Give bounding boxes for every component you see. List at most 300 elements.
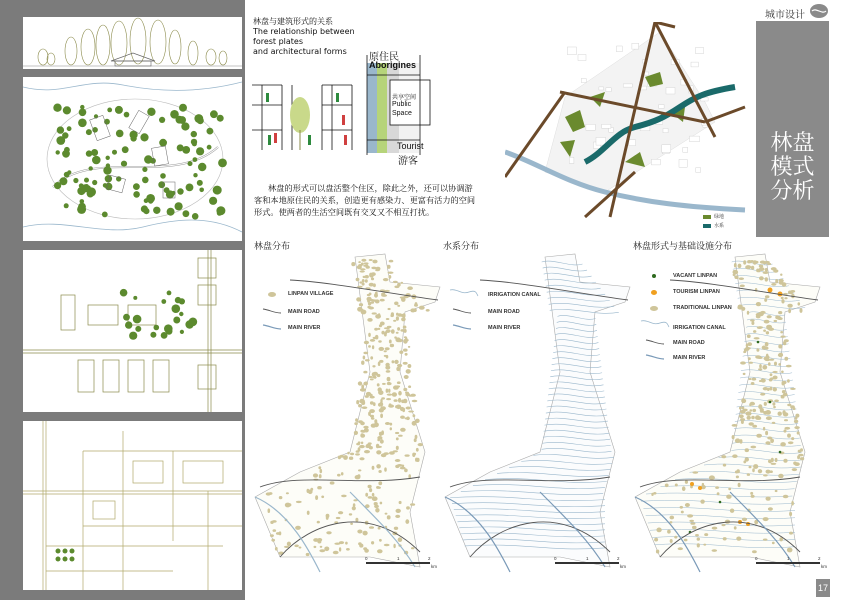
linpan-dot	[737, 469, 740, 473]
linpan-dot	[749, 378, 752, 380]
linpan-dot	[405, 339, 409, 341]
linpan-dot	[381, 430, 384, 435]
linpan-dot	[401, 282, 404, 284]
linpan-dot	[783, 393, 788, 397]
linpan-dot	[408, 346, 410, 348]
linpan-dot	[773, 269, 778, 272]
linpan-dot	[365, 264, 368, 267]
tree-mark	[144, 198, 149, 203]
linpan-dot	[765, 268, 768, 272]
linpan-dot	[426, 309, 430, 312]
tree-mark	[218, 159, 227, 168]
linpan-dot	[370, 356, 373, 359]
aborigines-en: Aborigines	[369, 60, 417, 70]
linpan-dot	[363, 352, 368, 355]
legend-road-swatch-3	[645, 338, 665, 346]
linpan-dot	[396, 316, 399, 321]
tree-mark	[106, 156, 110, 160]
linpan-dot	[371, 267, 376, 270]
linpan-dot	[756, 315, 761, 318]
linpan-dot	[354, 431, 358, 435]
linpan-dot	[270, 534, 274, 537]
linpan-dot	[400, 314, 405, 317]
linpan-dot	[753, 330, 756, 333]
linpan-dot	[746, 344, 749, 348]
linpan-dot	[800, 457, 804, 460]
linpan-dot	[317, 521, 320, 524]
linpan-dot	[381, 397, 385, 399]
linpan-dot	[780, 442, 786, 446]
linpan-dot	[388, 389, 390, 393]
legend-river-swatch	[262, 323, 282, 331]
tree-mark	[89, 166, 93, 170]
linpan-dot	[386, 370, 391, 373]
legend-traditional-swatch	[650, 306, 658, 311]
linpan-dot	[734, 263, 737, 268]
linpan-dot	[778, 353, 783, 357]
linpan-dot	[363, 356, 366, 360]
linpan-dot	[740, 410, 746, 414]
tree-mark	[129, 332, 137, 340]
linpan-dot	[394, 360, 398, 364]
linpan-dot	[749, 466, 752, 469]
linpan-dot	[758, 434, 762, 436]
linpan-dot	[734, 526, 737, 529]
linpan-dot	[373, 372, 378, 376]
tree-mark	[175, 297, 181, 303]
linpan-dot	[372, 299, 377, 301]
tree-mark	[188, 161, 193, 166]
linpan-dot	[769, 378, 773, 381]
linpan-dot	[784, 419, 788, 421]
linpan-dot	[782, 410, 785, 415]
title-block	[756, 21, 829, 237]
linpan-dot	[370, 301, 374, 303]
linpan-dot	[389, 260, 394, 263]
linpan-distribution-map	[250, 252, 445, 582]
tree-mark	[207, 145, 212, 150]
tree-mark	[192, 213, 199, 220]
scale-bar-1	[366, 562, 430, 564]
tree-mark	[189, 318, 198, 327]
tourist-en: Tourist	[397, 141, 424, 151]
linpan-dot	[376, 486, 379, 488]
street-grid-drawing	[23, 421, 242, 590]
tree-mark	[158, 181, 165, 188]
tree-mark	[159, 117, 165, 123]
tree-mark	[123, 314, 130, 321]
site-plan-map	[505, 22, 750, 222]
linpan-dot	[313, 473, 318, 477]
linpan-dot	[750, 319, 755, 321]
linpan-dot	[387, 382, 390, 384]
tree-mark	[84, 184, 89, 189]
linpan-dot	[752, 409, 756, 412]
linpan-dot	[762, 365, 767, 370]
linpan-dot	[656, 528, 661, 533]
tree-mark	[133, 191, 140, 198]
linpan-dot	[377, 439, 380, 441]
linpan-dot	[790, 388, 796, 390]
linpan-dot	[378, 390, 383, 395]
linpan-dot	[797, 431, 800, 434]
tree-mark	[217, 211, 222, 216]
tree-mark	[62, 150, 70, 158]
site-block	[623, 84, 632, 87]
tree-mark	[122, 146, 129, 153]
linpan-dot	[781, 336, 786, 338]
linpan-dot	[384, 350, 387, 352]
linpan-dot	[372, 365, 375, 367]
linpan-dot	[394, 336, 397, 338]
linpan-dot	[315, 495, 318, 500]
linpan-dot	[355, 518, 358, 522]
linpan-dot	[383, 278, 389, 281]
linpan-dot	[356, 278, 360, 281]
linpan-dot	[375, 269, 380, 271]
linpan-dot	[396, 437, 399, 440]
linpan-dot	[795, 414, 799, 418]
linpan-dot	[360, 270, 365, 272]
tree-mark	[183, 210, 190, 217]
linpan-dot	[372, 466, 375, 470]
site-block	[629, 140, 636, 146]
linpan-dot	[379, 347, 385, 351]
linpan-dot	[732, 435, 735, 439]
linpan-dot	[336, 517, 341, 519]
linpan-dot	[365, 445, 370, 448]
linpan-dot	[412, 421, 417, 426]
linpan-dot	[406, 407, 411, 410]
linpan-dot	[703, 544, 706, 546]
linpan-dot	[379, 408, 384, 412]
linpan-dot	[391, 314, 394, 317]
tree-mark	[107, 108, 112, 113]
linpan-dot	[359, 281, 362, 283]
linpan-dot	[792, 468, 797, 471]
linpan-dot	[368, 307, 374, 310]
tree-mark	[142, 167, 147, 172]
linpan-dot	[751, 382, 755, 385]
linpan-dot	[387, 265, 391, 269]
linpan-dot	[379, 324, 382, 327]
linpan-dot	[388, 404, 394, 407]
tree-mark	[87, 187, 96, 196]
linpan-dot	[377, 446, 382, 448]
linpan-dot	[404, 469, 408, 473]
linpan-dot	[369, 293, 372, 296]
linpan-dot	[359, 399, 365, 404]
linpan-dot	[783, 459, 787, 463]
linpan-dot	[389, 340, 392, 344]
linpan-dot	[654, 538, 658, 542]
linpan-dot	[385, 513, 388, 515]
description-paragraph: 林盘的形式可以盘活整个住区，除此之外，还可以协调游客和本地原住民的关系，创造更有感染力、更富有活力的空间形式。使两者的生活空间既有交叉又不相互打扰。	[254, 183, 476, 217]
linpan-dot	[687, 514, 693, 517]
linpan-dot	[364, 262, 369, 264]
scale3-t1: 1	[787, 556, 790, 561]
linpan-dot	[287, 542, 291, 547]
linpan-dot	[667, 530, 671, 534]
linpan-dot	[746, 347, 751, 349]
legend-road-swatch-2	[452, 307, 472, 315]
linpan-dot	[771, 458, 774, 462]
linpan-dot	[355, 475, 361, 479]
scale-bar-2	[555, 562, 619, 564]
map3-legend-river: MAIN RIVER	[673, 355, 706, 361]
linpan-dot	[746, 411, 752, 415]
linpan-dot	[674, 536, 677, 539]
linpan-dot	[359, 457, 364, 460]
linpan-dot	[411, 547, 414, 549]
linpan-dot	[774, 320, 778, 322]
linpan-dot	[403, 388, 407, 391]
tree-mark	[180, 330, 184, 334]
linpan-dot	[319, 474, 322, 478]
linpan-dot	[413, 453, 416, 455]
linpan-dot	[358, 469, 361, 471]
linpan-dot	[712, 527, 718, 530]
linpan-dot	[763, 517, 769, 521]
linpan-dot	[670, 539, 673, 543]
linpan-dot	[386, 389, 389, 393]
linpan-dot	[765, 347, 768, 350]
linpan-dot	[415, 302, 418, 306]
linpan-dot	[408, 385, 411, 388]
linpan-dot	[685, 480, 688, 484]
linpan-dot	[766, 470, 771, 474]
linpan-dot	[361, 442, 363, 445]
linpan-dot	[728, 488, 731, 491]
linpan-dot	[800, 448, 803, 452]
linpan-dot	[743, 373, 746, 375]
linpan-dot	[406, 417, 409, 421]
linpan-dot	[760, 393, 765, 396]
linpan-dot	[670, 516, 675, 520]
tree-mark	[121, 161, 127, 167]
page-number: 17	[816, 579, 830, 597]
linpan-dot	[416, 458, 419, 462]
linpan-dot	[758, 469, 762, 473]
side-title-line2: 模式	[770, 155, 815, 180]
linpan-dot	[370, 415, 374, 418]
tree-mark	[150, 332, 156, 338]
linpan-dot	[800, 308, 803, 313]
linpan-dot	[369, 376, 373, 378]
linpan-dot	[363, 531, 368, 536]
linpan-dot	[380, 439, 384, 443]
linpan-dot	[726, 495, 731, 499]
linpan-dot	[700, 500, 704, 504]
linpan-dot	[266, 492, 271, 495]
linpan-dot	[778, 474, 783, 479]
linpan-dot	[361, 385, 364, 390]
linpan-dot	[723, 537, 727, 540]
linpan-dot	[359, 303, 363, 306]
linpan-dot	[377, 383, 380, 386]
tree-mark	[130, 135, 136, 141]
tree-mark	[120, 289, 128, 297]
linpan-dot	[378, 527, 381, 530]
linpan-dot	[763, 271, 769, 274]
linpan-dot	[415, 435, 418, 439]
linpan-dot	[778, 344, 782, 348]
site-block	[606, 88, 611, 92]
linpan-dot	[337, 474, 341, 477]
tree-mark	[144, 155, 152, 163]
tourist-cn: 游客	[398, 156, 418, 167]
site-block	[578, 55, 586, 61]
linpan-dot	[355, 418, 358, 422]
linpan-dot	[389, 275, 392, 279]
linpan-dot	[784, 297, 787, 299]
linpan-dot	[730, 509, 734, 513]
map2-title: 水系分布	[443, 242, 480, 252]
tree-mark	[217, 115, 224, 122]
linpan-dot	[782, 282, 787, 287]
site-block	[691, 62, 698, 67]
tree-mark	[142, 177, 149, 184]
linpan-dot	[317, 486, 322, 489]
tree-mark	[210, 110, 218, 118]
linpan-dot	[386, 329, 391, 333]
linpan-dot	[399, 351, 403, 354]
linpan-dot	[396, 332, 399, 334]
linpan-dot	[360, 430, 364, 433]
linpan-dot	[748, 362, 753, 364]
linpan-dot	[380, 502, 383, 505]
linpan-dot	[764, 298, 767, 302]
linpan-dot	[380, 414, 383, 419]
linpan-dot	[367, 300, 370, 303]
linpan-dot	[680, 506, 683, 509]
tree-mark	[173, 317, 180, 324]
linpan-dot	[371, 417, 375, 420]
linpan-dot	[387, 377, 391, 381]
tree-mark	[181, 122, 189, 130]
linpan-dot	[361, 259, 366, 262]
linpan-dot	[372, 260, 377, 264]
linpan-dot	[682, 486, 686, 491]
linpan-dot	[396, 509, 401, 513]
map2-legend-canal: IRRIGATION CANAL	[488, 292, 541, 298]
linpan-dot	[405, 454, 410, 456]
linpan-dot	[771, 463, 777, 465]
linpan-dot	[394, 527, 398, 530]
tree-mark	[193, 157, 198, 162]
linpan-dot	[739, 414, 744, 418]
tree-mark	[79, 109, 87, 117]
linpan-dot	[760, 408, 764, 412]
tree-mark	[116, 130, 124, 138]
linpan-dot	[794, 426, 799, 429]
linpan-dot	[362, 406, 368, 409]
linpan-dot	[751, 495, 755, 498]
linpan-dot	[765, 355, 769, 359]
scale3-unit: km	[821, 564, 827, 569]
linpan-dot	[370, 339, 375, 342]
tree-mark	[198, 163, 206, 171]
linpan-dot	[392, 392, 397, 397]
tree-mark	[112, 150, 117, 155]
tree-mark	[148, 198, 153, 203]
tree-mark	[153, 207, 160, 214]
site-block	[651, 159, 660, 165]
site-block	[696, 47, 704, 53]
tree-mark	[164, 187, 170, 193]
linpan-dot	[787, 434, 791, 438]
linpan-dot	[692, 471, 698, 474]
linpan-dot	[406, 506, 410, 509]
linpan-dot	[405, 392, 409, 394]
linpan-dot	[750, 446, 756, 449]
linpan-dot	[294, 545, 298, 548]
linpan-dot	[368, 345, 371, 348]
linpan-dot	[358, 264, 362, 267]
linpan-dot	[374, 505, 379, 509]
linpan-dot	[378, 340, 382, 342]
relationship-title	[253, 17, 355, 57]
linpan-dot	[349, 513, 352, 515]
linpan-dot	[379, 360, 383, 363]
linpan-dot	[285, 503, 291, 508]
tree-mark	[196, 147, 204, 155]
legend-water-label: 水系	[714, 223, 725, 229]
scale1-t1: 1	[397, 556, 400, 561]
linpan-dot	[651, 493, 653, 496]
linpan-dot	[764, 402, 767, 406]
linpan-dot	[773, 376, 778, 380]
linpan-dot	[375, 314, 381, 319]
map3-legend-road: MAIN ROAD	[673, 340, 705, 346]
linpan-dot	[397, 464, 403, 467]
linpan-dot	[354, 422, 358, 425]
linpan-dot	[401, 297, 406, 302]
legend-canal-swatch	[449, 287, 479, 297]
linpan-dot	[747, 334, 751, 338]
tree-mark	[182, 146, 190, 154]
linpan-dot	[763, 539, 768, 541]
linpan-dot	[759, 364, 762, 368]
relationship-diagram	[252, 55, 452, 170]
site-block	[581, 79, 586, 83]
public-space-en-1: Public	[392, 101, 412, 108]
linpan-dot	[394, 302, 398, 306]
linpan-plan-drawing	[23, 77, 242, 241]
linpan-dot	[356, 400, 359, 404]
map3-legend-traditional: TRADITIONAL LINPAN	[673, 305, 732, 311]
linpan-dot	[768, 362, 771, 366]
tree-mark	[172, 304, 181, 313]
tree-mark	[197, 117, 204, 124]
linpan-dot	[408, 411, 414, 413]
linpan-dot	[788, 291, 792, 294]
linpan-dot	[754, 337, 760, 339]
linpan-dot	[780, 274, 782, 276]
linpan-dot	[363, 276, 366, 278]
map1-legend-river: MAIN RIVER	[288, 325, 321, 331]
tree-mark	[133, 183, 140, 190]
linpan-dot	[381, 293, 385, 296]
map3-legend-tourism: TOURISM LINPAN	[673, 289, 720, 295]
linpan-dot	[715, 486, 719, 489]
linpan-dot	[739, 277, 744, 280]
linpan-dot	[684, 539, 688, 542]
linpan-dot	[347, 452, 349, 455]
linpan-dot	[734, 275, 738, 279]
legend-linpan-swatch	[268, 292, 276, 297]
linpan-dot	[765, 277, 768, 281]
